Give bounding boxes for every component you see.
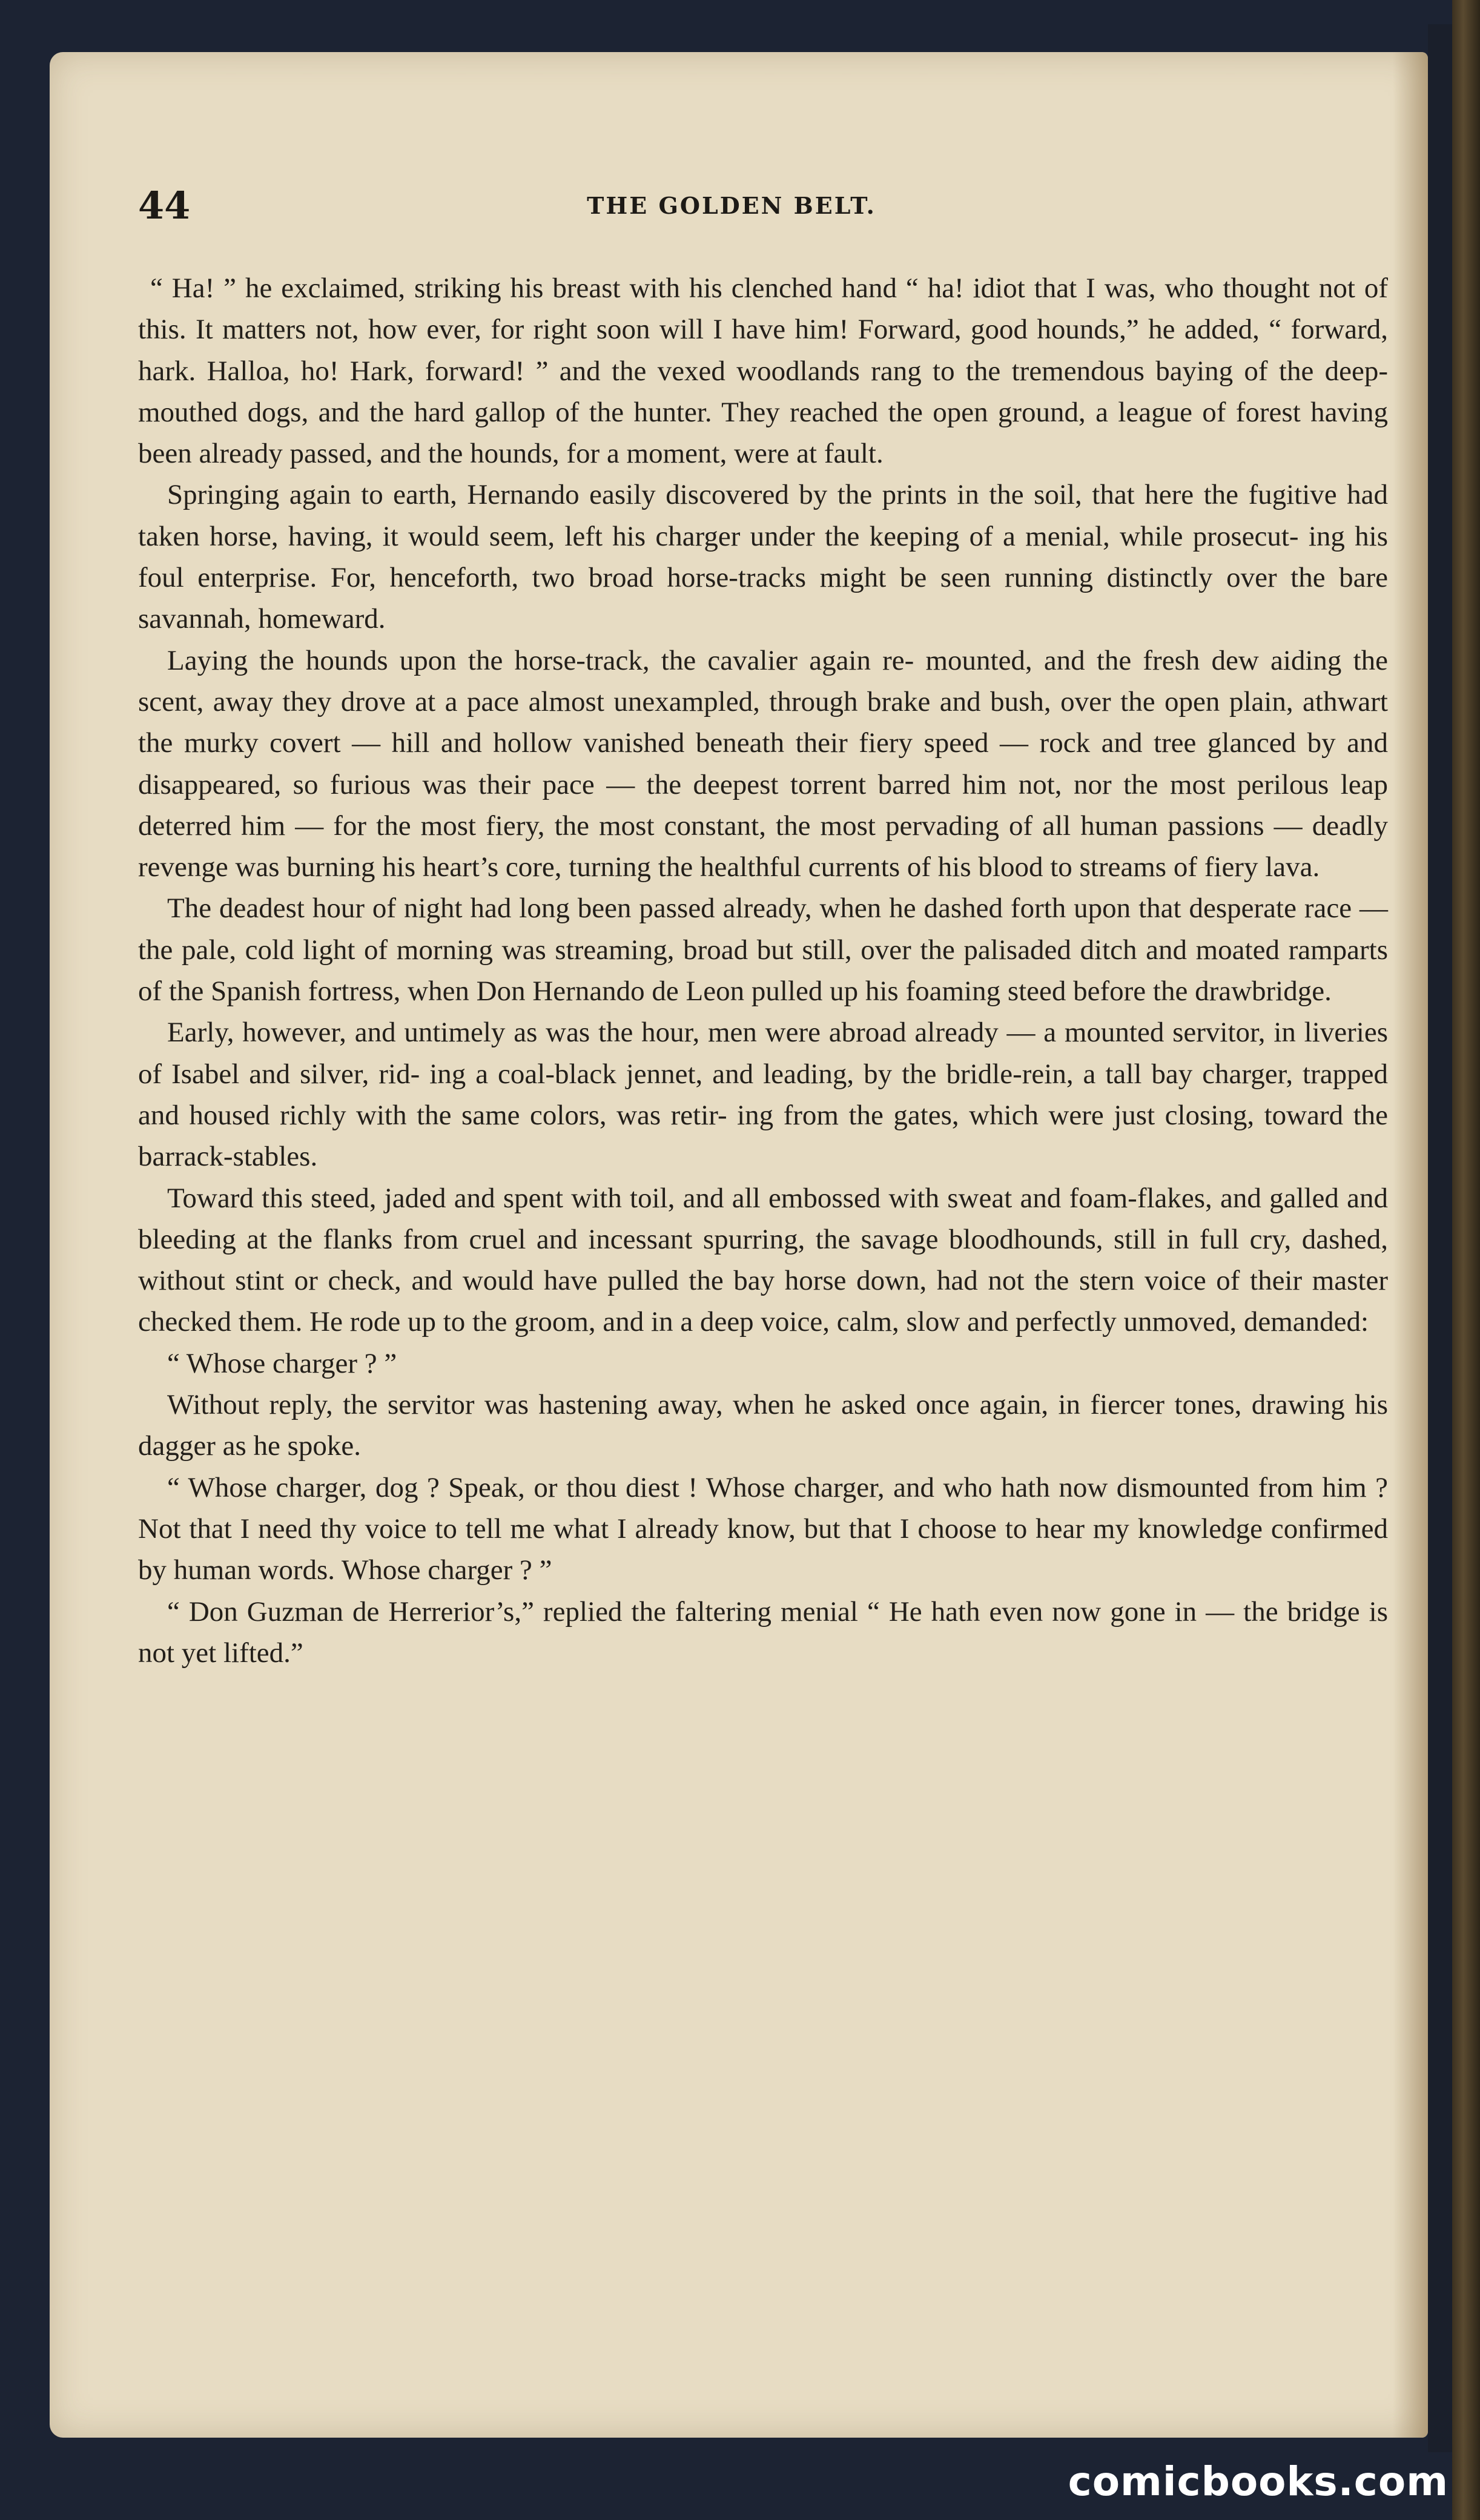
page-header (138, 182, 1325, 230)
paragraph: Toward this steed, jaded and spent with toil, and all embossed with sweat and foam-flakes, and galled and bleeding at the flanks from cruel and incessant spurring, the savage bloodhounds, still in full cry, dashed, without stint or check, and would have pulled the bay horse down, had not the stern voice of their master checked them. He rode up to the groom, and in a deep voice, calm, slow and perfectly unmoved, demanded: (138, 1182, 1388, 1338)
paragraph: The deadest hour of night had long been passed already, when he dashed forth upon that desperate race — the pale, cold light of morning was streaming, broad but still, over the palisaded ditch and moated ramparts of the Spanish fortress, when Don Hernando de Leon pulled up his foaming steed before the drawbridge. (138, 892, 1388, 1008)
watermark: comicbooks.com (1068, 2458, 1449, 2505)
paragraph: “ Don Guzman de Herrerior’s,” replied the faltering menial “ He hath even now gone in — the bridge is not yet lifted.” (138, 1595, 1388, 1669)
running-title: THE GOLDEN BELT. (587, 192, 876, 219)
spine-shadow (1393, 52, 1428, 2438)
paragraph: Early, however, and untimely as was the hour, men were abroad already — a mounted servitor, in liveries of Isabel and silver, rid- ing a coal-black jennet, and leading, by the bridle-rein, a tall bay charger, trapped and housed richly with the same colors, was retir- ing from the gates, which were just closing, toward the barrack-stables. (138, 1017, 1388, 1173)
paragraph: “ Ha! ” he exclaimed, striking his breast with his clenched hand “ ha! idiot that I was, who thought not of this. It matters not, how ever, for right soon will I have him! Forward, good hounds,” he added, “ forward, hark. Halloa, ho! Hark, forward! ” and the vexed woodlands rang to the tremendous baying of the deep-mouthed dogs, and the hard gallop of the hunter. They reached the open ground, a league of forest having been already passed, and the hounds, for a moment, were at fault. (138, 272, 1388, 470)
book-edge (1452, 0, 1480, 2520)
paragraph: “ Whose charger, dog ? Speak, or thou diest ! Whose charger, and who hath now dismounted from him ? Not that I need thy voice to tell me what I already know, but that I choose to hear my knowledge confirmed by human words. Whose charger ? ” (138, 1471, 1388, 1586)
paragraph: Springing again to earth, Hernando easily discovered by the prints in the soil, that here the fugitive had taken horse, having, it would seem, left his charger under the keeping of a menial, while prosecut- ing his foul enterprise. For, henceforth, two broad horse-tracks might be seen running distinctly over the bare savannah, homeward. (138, 479, 1388, 635)
body-text (138, 268, 1388, 1674)
page-number: 44 (138, 183, 191, 228)
gutter (1428, 24, 1452, 2452)
paragraph: Laying the hounds upon the horse-track, the cavalier again re- mounted, and the fresh dew aiding the scent, away they drove at a pace almost unexampled, through brake and bush, over the open plain, athwart the murky covert — hill and hollow vanished beneath their fiery speed — rock and tree glanced by and disappeared, so furious was their pace — the deepest torrent barred him not, nor the most perilous leap deterred him — for the most fiery, the most constant, the most pervading of all human passions — deadly revenge was burning his heart’s core, turning the healthful currents of his blood to streams of fiery lava. (138, 644, 1388, 883)
paragraph: Without reply, the servitor was hastening away, when he asked once again, in fiercer tones, drawing his dagger as he spoke. (138, 1389, 1388, 1462)
paragraph: “ Whose charger ? ” (167, 1347, 397, 1379)
